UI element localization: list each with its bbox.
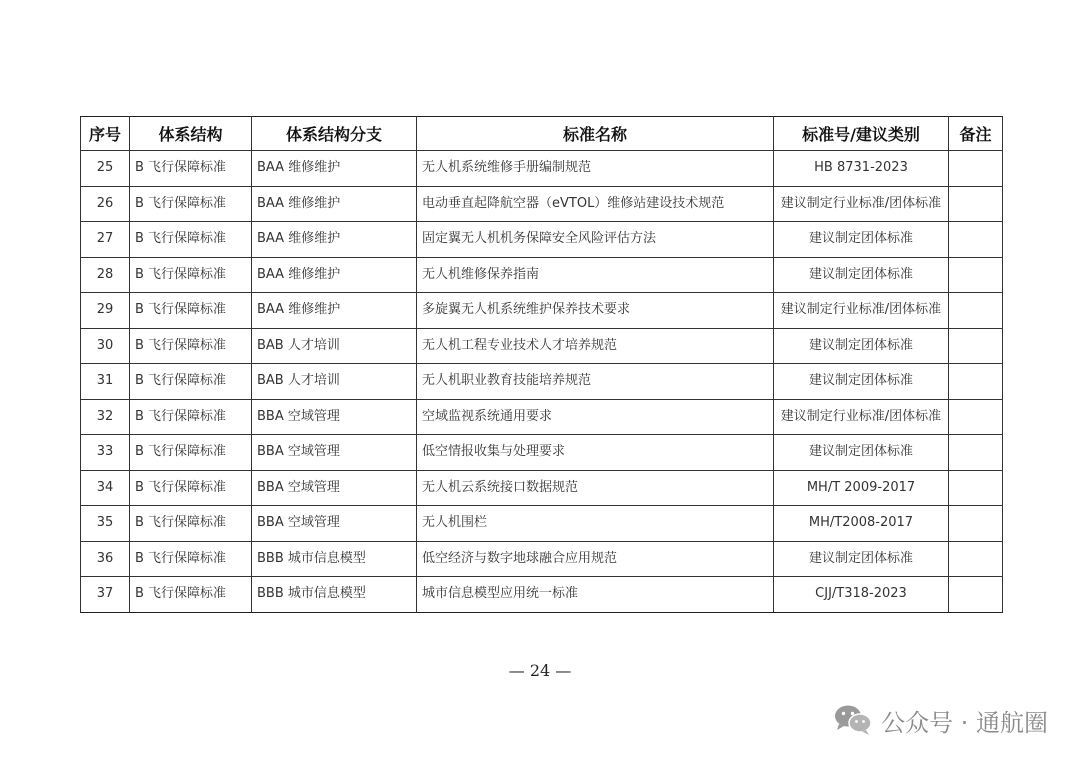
cell-arch: B 飞行保障标准 bbox=[130, 293, 252, 329]
header-name: 标准名称 bbox=[417, 117, 774, 151]
table-row bbox=[81, 399, 1003, 435]
cell-code: MH/T 2009-2017 bbox=[774, 470, 949, 506]
table-row bbox=[81, 257, 1003, 293]
cell-no: 30 bbox=[81, 328, 130, 364]
cell-note bbox=[949, 257, 1003, 293]
cell-note bbox=[949, 506, 1003, 542]
cell-branch: BAA 维修维护 bbox=[252, 257, 417, 293]
cell-code: 建议制定团体标准 bbox=[774, 257, 949, 293]
cell-branch: BBA 空域管理 bbox=[252, 435, 417, 471]
cell-note bbox=[949, 470, 1003, 506]
cell-branch: BBB 城市信息模型 bbox=[252, 541, 417, 577]
cell-no: 31 bbox=[81, 364, 130, 400]
cell-note bbox=[949, 293, 1003, 329]
cell-arch: B 飞行保障标准 bbox=[130, 541, 252, 577]
header-arch: 体系结构 bbox=[130, 117, 252, 151]
watermark bbox=[833, 700, 1048, 740]
cell-code: 建议制定行业标准/团体标准 bbox=[774, 399, 949, 435]
cell-no: 29 bbox=[81, 293, 130, 329]
table-row bbox=[81, 506, 1003, 542]
table-row bbox=[81, 577, 1003, 613]
cell-branch: BAA 维修维护 bbox=[252, 222, 417, 258]
header-no: 序号 bbox=[81, 117, 130, 151]
cell-name: 无人机围栏 bbox=[417, 506, 774, 542]
table-row bbox=[81, 186, 1003, 222]
cell-branch: BAA 维修维护 bbox=[252, 293, 417, 329]
cell-no: 26 bbox=[81, 186, 130, 222]
cell-branch: BBA 空域管理 bbox=[252, 470, 417, 506]
cell-branch: BBB 城市信息模型 bbox=[252, 577, 417, 613]
cell-branch: BAA 维修维护 bbox=[252, 151, 417, 187]
cell-no: 34 bbox=[81, 470, 130, 506]
cell-code: 建议制定团体标准 bbox=[774, 364, 949, 400]
cell-name: 低空情报收集与处理要求 bbox=[417, 435, 774, 471]
cell-note bbox=[949, 222, 1003, 258]
cell-no: 36 bbox=[81, 541, 130, 577]
watermark-text: 公众号 · 通航圈 bbox=[881, 708, 1048, 737]
cell-note bbox=[949, 435, 1003, 471]
table-row bbox=[81, 293, 1003, 329]
table-row bbox=[81, 435, 1003, 471]
header-branch: 体系结构分支 bbox=[252, 117, 417, 151]
cell-code: 建议制定团体标准 bbox=[774, 222, 949, 258]
cell-arch: B 飞行保障标准 bbox=[130, 399, 252, 435]
cell-name: 固定翼无人机机务保障安全风险评估方法 bbox=[417, 222, 774, 258]
cell-no: 35 bbox=[81, 506, 130, 542]
cell-note bbox=[949, 328, 1003, 364]
cell-note bbox=[949, 364, 1003, 400]
cell-branch: BAB 人才培训 bbox=[252, 328, 417, 364]
cell-note bbox=[949, 577, 1003, 613]
cell-name: 无人机工程专业技术人才培养规范 bbox=[417, 328, 774, 364]
cell-no: 37 bbox=[81, 577, 130, 613]
cell-code: 建议制定行业标准/团体标准 bbox=[774, 186, 949, 222]
table-row bbox=[81, 364, 1003, 400]
cell-name: 低空经济与数字地球融合应用规范 bbox=[417, 541, 774, 577]
cell-code: 建议制定团体标准 bbox=[774, 541, 949, 577]
cell-code: CJJ/T318-2023 bbox=[774, 577, 949, 613]
cell-note bbox=[949, 399, 1003, 435]
cell-name: 无人机维修保养指南 bbox=[417, 257, 774, 293]
cell-code: 建议制定行业标准/团体标准 bbox=[774, 293, 949, 329]
cell-name: 城市信息模型应用统一标准 bbox=[417, 577, 774, 613]
cell-arch: B 飞行保障标准 bbox=[130, 470, 252, 506]
cell-name: 无人机系统维修手册编制规范 bbox=[417, 151, 774, 187]
standards-table bbox=[80, 116, 1003, 613]
header-code: 标准号/建议类别 bbox=[774, 117, 949, 151]
cell-code: MH/T2008-2017 bbox=[774, 506, 949, 542]
page-number: — 24 — bbox=[508, 661, 572, 680]
cell-branch: BBA 空域管理 bbox=[252, 506, 417, 542]
table-row bbox=[81, 328, 1003, 364]
cell-no: 27 bbox=[81, 222, 130, 258]
cell-note bbox=[949, 541, 1003, 577]
table-header bbox=[81, 117, 1003, 151]
header-note: 备注 bbox=[949, 117, 1003, 151]
cell-name: 无人机职业教育技能培养规范 bbox=[417, 364, 774, 400]
table-row bbox=[81, 541, 1003, 577]
cell-no: 32 bbox=[81, 399, 130, 435]
cell-arch: B 飞行保障标准 bbox=[130, 257, 252, 293]
cell-code: 建议制定团体标准 bbox=[774, 435, 949, 471]
cell-code: HB 8731-2023 bbox=[774, 151, 949, 187]
cell-arch: B 飞行保障标准 bbox=[130, 364, 252, 400]
cell-branch: BAA 维修维护 bbox=[252, 186, 417, 222]
cell-branch: BBA 空域管理 bbox=[252, 399, 417, 435]
cell-branch: BAB 人才培训 bbox=[252, 364, 417, 400]
cell-no: 25 bbox=[81, 151, 130, 187]
table-body bbox=[81, 151, 1003, 613]
cell-name: 空域监视系统通用要求 bbox=[417, 399, 774, 435]
cell-note bbox=[949, 186, 1003, 222]
cell-name: 多旋翼无人机系统维护保养技术要求 bbox=[417, 293, 774, 329]
cell-arch: B 飞行保障标准 bbox=[130, 222, 252, 258]
table-row bbox=[81, 222, 1003, 258]
cell-no: 28 bbox=[81, 257, 130, 293]
cell-name: 电动垂直起降航空器（eVTOL）维修站建设技术规范 bbox=[417, 186, 774, 222]
cell-arch: B 飞行保障标准 bbox=[130, 435, 252, 471]
cell-arch: B 飞行保障标准 bbox=[130, 186, 252, 222]
cell-no: 33 bbox=[81, 435, 130, 471]
cell-note bbox=[949, 151, 1003, 187]
cell-arch: B 飞行保障标准 bbox=[130, 328, 252, 364]
wechat-icon bbox=[833, 703, 873, 737]
table-row bbox=[81, 151, 1003, 187]
cell-arch: B 飞行保障标准 bbox=[130, 577, 252, 613]
cell-code: 建议制定团体标准 bbox=[774, 328, 949, 364]
cell-arch: B 飞行保障标准 bbox=[130, 506, 252, 542]
cell-arch: B 飞行保障标准 bbox=[130, 151, 252, 187]
cell-name: 无人机云系统接口数据规范 bbox=[417, 470, 774, 506]
table-row bbox=[81, 470, 1003, 506]
